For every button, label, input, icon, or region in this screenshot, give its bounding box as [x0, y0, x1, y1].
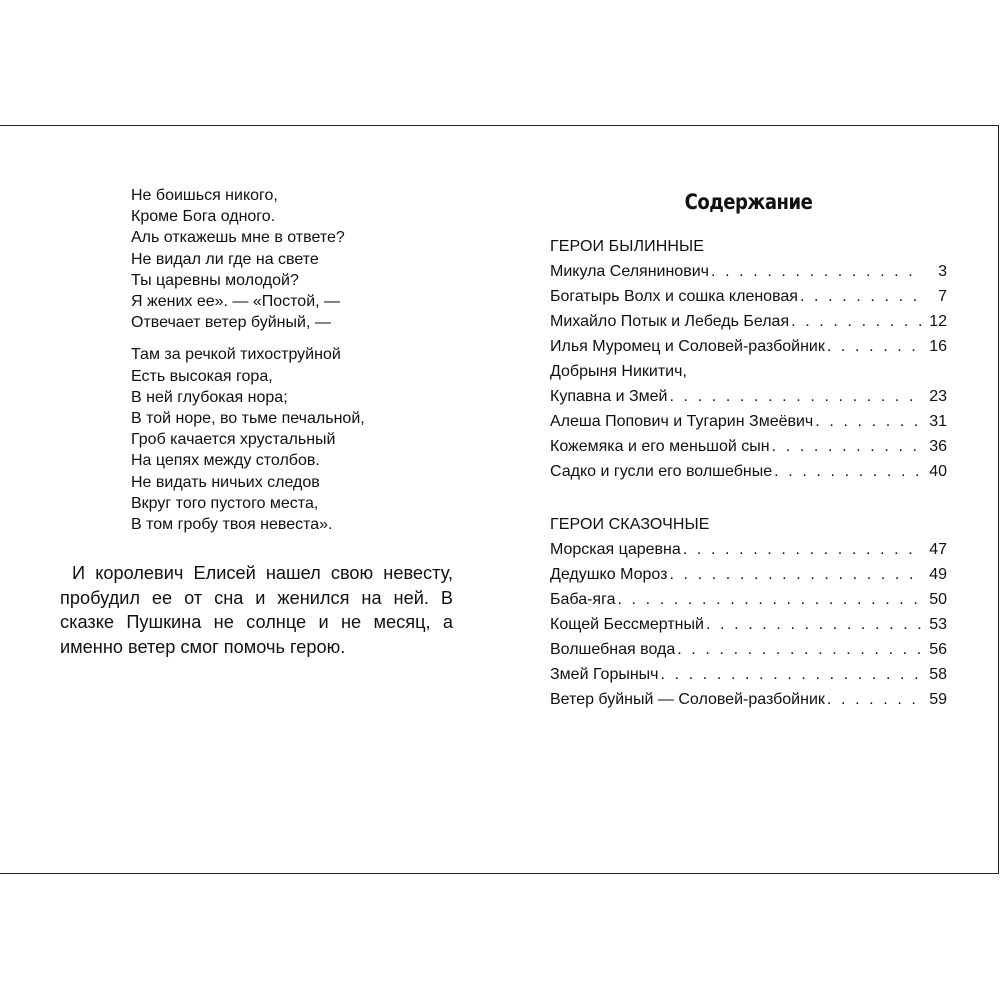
toc-leader-dots	[683, 537, 923, 562]
poem-line: Не видать ничьих следов	[131, 473, 320, 491]
poem-line: Отвечает ветер буйный, —	[131, 314, 331, 332]
poem-line: Кроме Бога одного.	[131, 208, 276, 226]
toc-entry-page: 16	[929, 338, 947, 355]
toc-leader-dots	[827, 334, 923, 359]
toc-leader-dots	[772, 434, 923, 459]
poem-line: В том гробу твоя невеста».	[131, 516, 333, 534]
poem-line: В ней глубокая нора;	[131, 388, 288, 406]
toc-entry[interactable]	[550, 459, 947, 484]
poem-line: Там за речкой тихоструйной	[131, 346, 341, 364]
toc-section-heading: ГЕРОИ БЫЛИННЫЕ	[550, 238, 705, 255]
toc-entry-page: 58	[929, 666, 947, 683]
poem-line: Не боишься никого,	[131, 187, 278, 204]
toc-section-epic-heroes	[550, 234, 947, 484]
toc-entry-page: 36	[929, 438, 947, 455]
toc-entry-page: 47	[929, 541, 947, 558]
toc-entry[interactable]	[550, 259, 947, 284]
poem-line: Ты царевны молодой?	[131, 271, 299, 289]
toc-entry[interactable]	[550, 384, 947, 409]
toc-leader-dots	[669, 384, 923, 409]
poem-line: Гроб качается хрустальный	[131, 431, 336, 449]
toc-entry-title: Добрыня Никитич,	[550, 363, 687, 380]
toc-entry-title: Богатырь Волх и сошка кленовая	[550, 288, 798, 305]
toc-leader-dots	[711, 259, 923, 284]
poem-line: Вкруг того пустого места,	[131, 494, 319, 512]
toc-leader-dots	[800, 284, 923, 309]
toc-leader-dots	[815, 409, 923, 434]
toc-entry[interactable]	[550, 637, 947, 662]
toc-entry-title: Кощей Бессмертный	[550, 616, 704, 633]
toc-entry-title: Волшебная вода	[550, 641, 676, 658]
toc-entry[interactable]	[550, 587, 947, 612]
toc-entry-title: Змей Горыныч	[550, 666, 659, 683]
toc-entry-title: Морская царевна	[550, 541, 681, 558]
toc-entry[interactable]	[550, 334, 947, 359]
poem-line: Аль откажешь мне в ответе?	[131, 229, 345, 247]
toc-entry-page: 49	[929, 566, 947, 583]
toc-entry-page: 23	[929, 388, 947, 405]
poem-line: На цепях между столбов.	[131, 452, 320, 470]
toc-section-heading: ГЕРОИ СКАЗОЧНЫЕ	[550, 516, 710, 533]
toc-entry-title: Садко и гусли его волшебные	[550, 463, 773, 480]
toc-entry-page: 3	[938, 263, 947, 280]
toc-entry-page: 7	[938, 288, 947, 305]
poem-line: Есть высокая гора,	[131, 367, 273, 385]
toc-entry-title: Алеша Попович и Тугарин Змеёвич	[550, 413, 814, 430]
toc-entry-page: 53	[929, 616, 947, 633]
toc-leader-dots	[669, 562, 923, 587]
toc-entry[interactable]	[550, 537, 947, 562]
toc-entry-title: Илья Муромец и Соловей-разбойник	[550, 338, 825, 355]
toc-entry[interactable]	[550, 284, 947, 309]
poem-line: В той норе, во тьме печальной,	[131, 410, 365, 428]
toc-leader-dots	[791, 309, 923, 334]
toc-entry-title: Дедушко Мороз	[550, 566, 668, 583]
toc-entry-page: 56	[929, 641, 947, 658]
poem	[131, 185, 451, 535]
poem-stanza	[131, 185, 451, 333]
toc-entry-page: 31	[929, 413, 947, 430]
toc-entry[interactable]	[550, 562, 947, 587]
toc-entry[interactable]	[550, 687, 947, 712]
prose-paragraph: И королевич Елисей нашел свою невесту, пробудил ее от сна и женился на ней. В сказке Пушкина не солнце и не месяц, а именно ветер смог помочь герою.	[60, 563, 453, 657]
poem-line: Я жених ее». — «Постой, —	[131, 293, 341, 311]
toc-leader-dots	[774, 459, 923, 484]
poem-line: Не видал ли где на свете	[131, 250, 319, 268]
toc-entry-title: Кожемяка и его меньшой сын	[550, 438, 770, 455]
toc-leader-dots	[661, 662, 923, 687]
toc-entry[interactable]	[550, 434, 947, 459]
toc-entry-title: Купавна и Змей	[550, 388, 668, 405]
toc-entry-page: 59	[929, 691, 947, 708]
toc-entry-page: 50	[929, 591, 947, 608]
toc-leader-dots	[827, 687, 923, 712]
toc-entry-title: Микула Селянинович	[550, 263, 709, 280]
toc-entry[interactable]	[550, 409, 947, 434]
poem-stanza	[131, 344, 451, 535]
toc-entry[interactable]	[550, 612, 947, 637]
toc-title: Содержание	[684, 190, 813, 214]
toc-leader-dots	[706, 612, 923, 637]
toc-section-fairytale-heroes	[550, 512, 947, 712]
toc-entry-title: Михайло Потык и Лебедь Белая	[550, 313, 790, 330]
toc-entry-page: 40	[929, 463, 947, 480]
toc-entry-title: Баба-яга	[550, 591, 616, 608]
toc-entry[interactable]	[550, 309, 947, 334]
toc-entry[interactable]	[550, 662, 947, 687]
toc-leader-dots	[677, 637, 923, 662]
toc-entry-page: 12	[929, 313, 947, 330]
toc-entry[interactable]	[550, 359, 947, 384]
toc-entry-title: Ветер буйный — Соловей-разбойник	[550, 691, 825, 708]
toc-leader-dots	[617, 587, 923, 612]
